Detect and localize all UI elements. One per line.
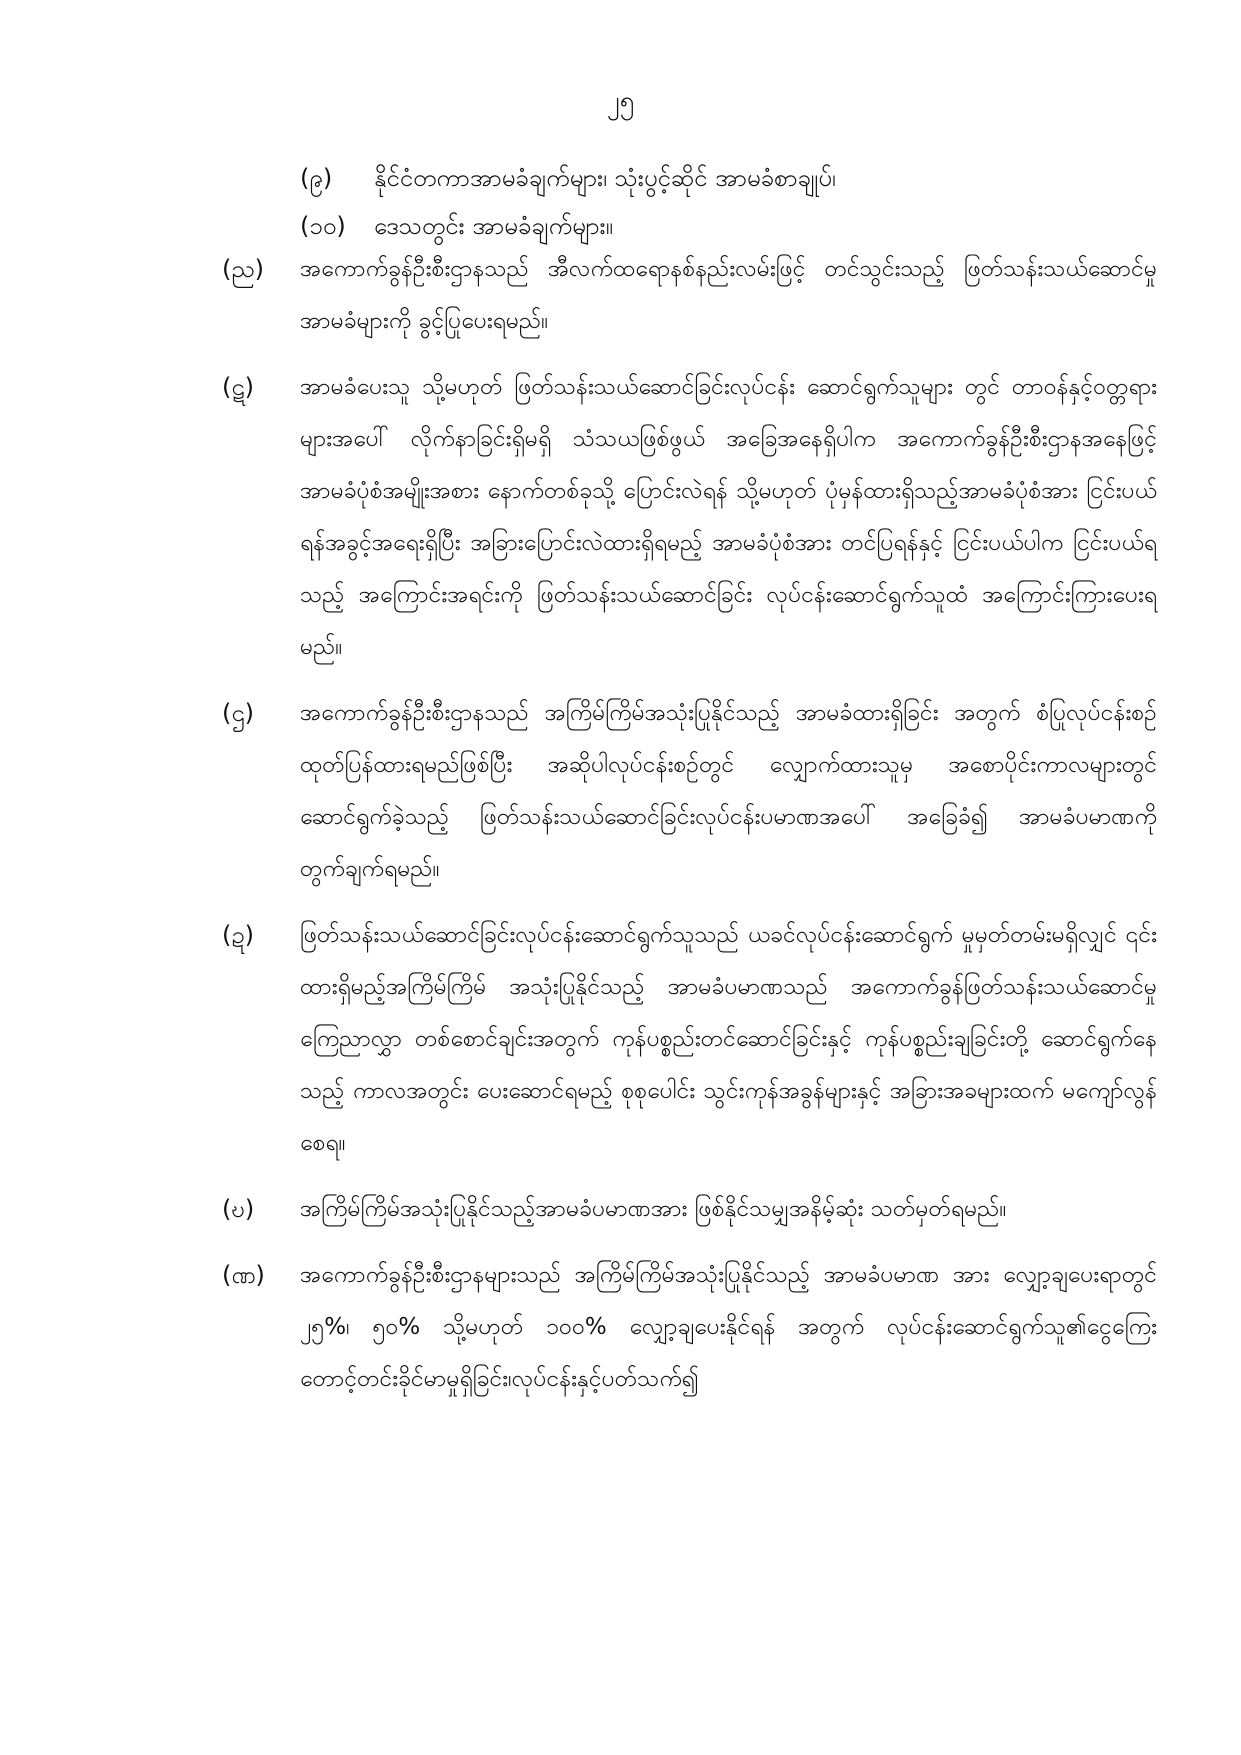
page-number: ၂၅ <box>606 86 635 116</box>
clause-label: (ဍ) <box>222 921 255 949</box>
sub-item-label: (၁၀) <box>300 212 346 240</box>
clause-item <box>222 361 1157 673</box>
clause-text: အာမခံပေးသူ သို့မဟုတ် ဖြတ်သန်းသယ်ဆောင်ခြင်းလုပ်ငန်း ဆောင်ရွက်သူများ တွင် တာဝန်နှင့်ဝတ္တရားများအပေါ် လိုက်နာခြင်းရှိမရှိ သံသယဖြစ်ဖွယ် အခြေအနေရှိပါက အကောက်ခွန်ဦးစီးဌာနအနေဖြင့် အာမခံပုံစံအမျိုးအစား နောက်တစ်ခုသို့ ပြောင်းလဲရန် သို့မဟုတ် ပုံမှန်ထားရှိသည့်အာမခံပုံစံအား ငြင်းပယ်ရန်အခွင့်အရေးရှိပြီး အခြားပြောင်းလဲထားရှိရမည့် အာမခံပုံစံအား တင်ပြရန်နှင့် ငြင်းပယ်ပါက ငြင်းပယ်ရသည့် အကြောင်းအရင်းကို ဖြတ်သန်းသယ်ဆောင်ခြင်း လုပ်ငန်းဆောင်ရွက်သူထံ အကြောင်းကြားပေးရမည်။ <box>300 374 1157 660</box>
clause-list <box>222 243 1157 1419</box>
clause-item <box>222 1183 1157 1235</box>
clause-label: (ဋ) <box>222 373 255 401</box>
clause-item <box>222 687 1157 895</box>
clause-text: အကြိမ်ကြိမ်အသုံးပြုနိုင်သည့်အာမခံပမာဏအား ဖြစ်နိုင်သမျှအနိမ့်ဆုံး သတ်မှတ်ရမည်။ <box>300 1196 1007 1222</box>
sub-item-text: ဒေသတွင်း အာမခံချက်များ။ <box>374 212 613 240</box>
clause-label: (ဌ) <box>222 699 255 727</box>
clause-text: အကောက်ခွန်ဦးစီးဌာနများသည် အကြိမ်ကြိမ်အသုံးပြုနိုင်သည့် အာမခံပမာဏ အား လျှော့ချပေးရာတွင် ၂၅%၊ ၅၀% သို့မဟုတ် ၁၀၀% လျှော့ချပေးနိုင်ရန် အတွက် လုပ်ငန်းဆောင်ရွက်သူ၏ငွေကြေးတောင့်တင်းခိုင်မာမှုရှိခြင်း၊လုပ်ငန်းနှင့်ပတ်သက်၍ <box>300 1262 1157 1392</box>
sub-item <box>300 156 1160 204</box>
clause-label: (ဎ) <box>222 1195 255 1223</box>
clause-text: ဖြတ်သန်းသယ်ဆောင်ခြင်းလုပ်ငန်းဆောင်ရွက်သူသည် ယခင်လုပ်ငန်းဆောင်ရွက် မှုမှတ်တမ်းမရှိလျှင် ၎င်းထားရှိမည့်အကြိမ်ကြိမ် အသုံးပြုနိုင်သည့် အာမခံပမာဏသည် အကောက်ခွန်ဖြတ်သန်းသယ်ဆောင်မှုကြေညာလွှာ တစ်စောင်ချင်းအတွက် ကုန်ပစ္စည်းတင်ဆောင်ခြင်းနှင့် ကုန်ပစ္စည်းချခြင်းတို့ ဆောင်ရွက်နေသည့် ကာလအတွင်း ပေးဆောင်ရမည့် စုစုပေါင်း သွင်းကုန်အခွန်များနှင့် အခြားအခများထက် မကျော်လွန်စေရ။ <box>300 922 1157 1156</box>
clause-label: (ဏ) <box>222 1261 265 1289</box>
sub-item-list <box>300 156 1160 252</box>
clause-item <box>222 909 1157 1169</box>
sub-item-text: နိုင်ငံတကာအာမခံချက်များ၊ သုံးပွင့်ဆိုင် အာမခံစာချုပ်၊ <box>374 164 836 192</box>
clause-item <box>222 243 1157 347</box>
clause-text: အကောက်ခွန်ဦးစီးဌာနသည် အီလက်ထရောနစ်နည်းလမ်းဖြင့် တင်သွင်းသည့် ဖြတ်သန်းသယ်ဆောင်မှုအာမခံများကို ခွင့်ပြုပေးရမည်။ <box>300 256 1157 334</box>
sub-item-label: (၉) <box>300 164 333 192</box>
clause-text: အကောက်ခွန်ဦးစီးဌာနသည် အကြိမ်ကြိမ်အသုံးပြုနိုင်သည့် အာမခံထားရှိခြင်း အတွက် စံပြုလုပ်ငန်းစဉ် ထုတ်ပြန်ထားရမည်ဖြစ်ပြီး အဆိုပါလုပ်ငန်းစဉ်တွင် လျှောက်ထားသူမှ အစောပိုင်းကာလများတွင် ဆောင်ရွက်ခဲ့သည့် ဖြတ်သန်းသယ်ဆောင်ခြင်းလုပ်ငန်းပမာဏအပေါ် အခြေခံ၍ အာမခံပမာဏကို တွက်ချက်ရမည်။ <box>300 700 1157 882</box>
clause-item <box>222 1249 1157 1405</box>
clause-label: (ည) <box>222 255 264 283</box>
